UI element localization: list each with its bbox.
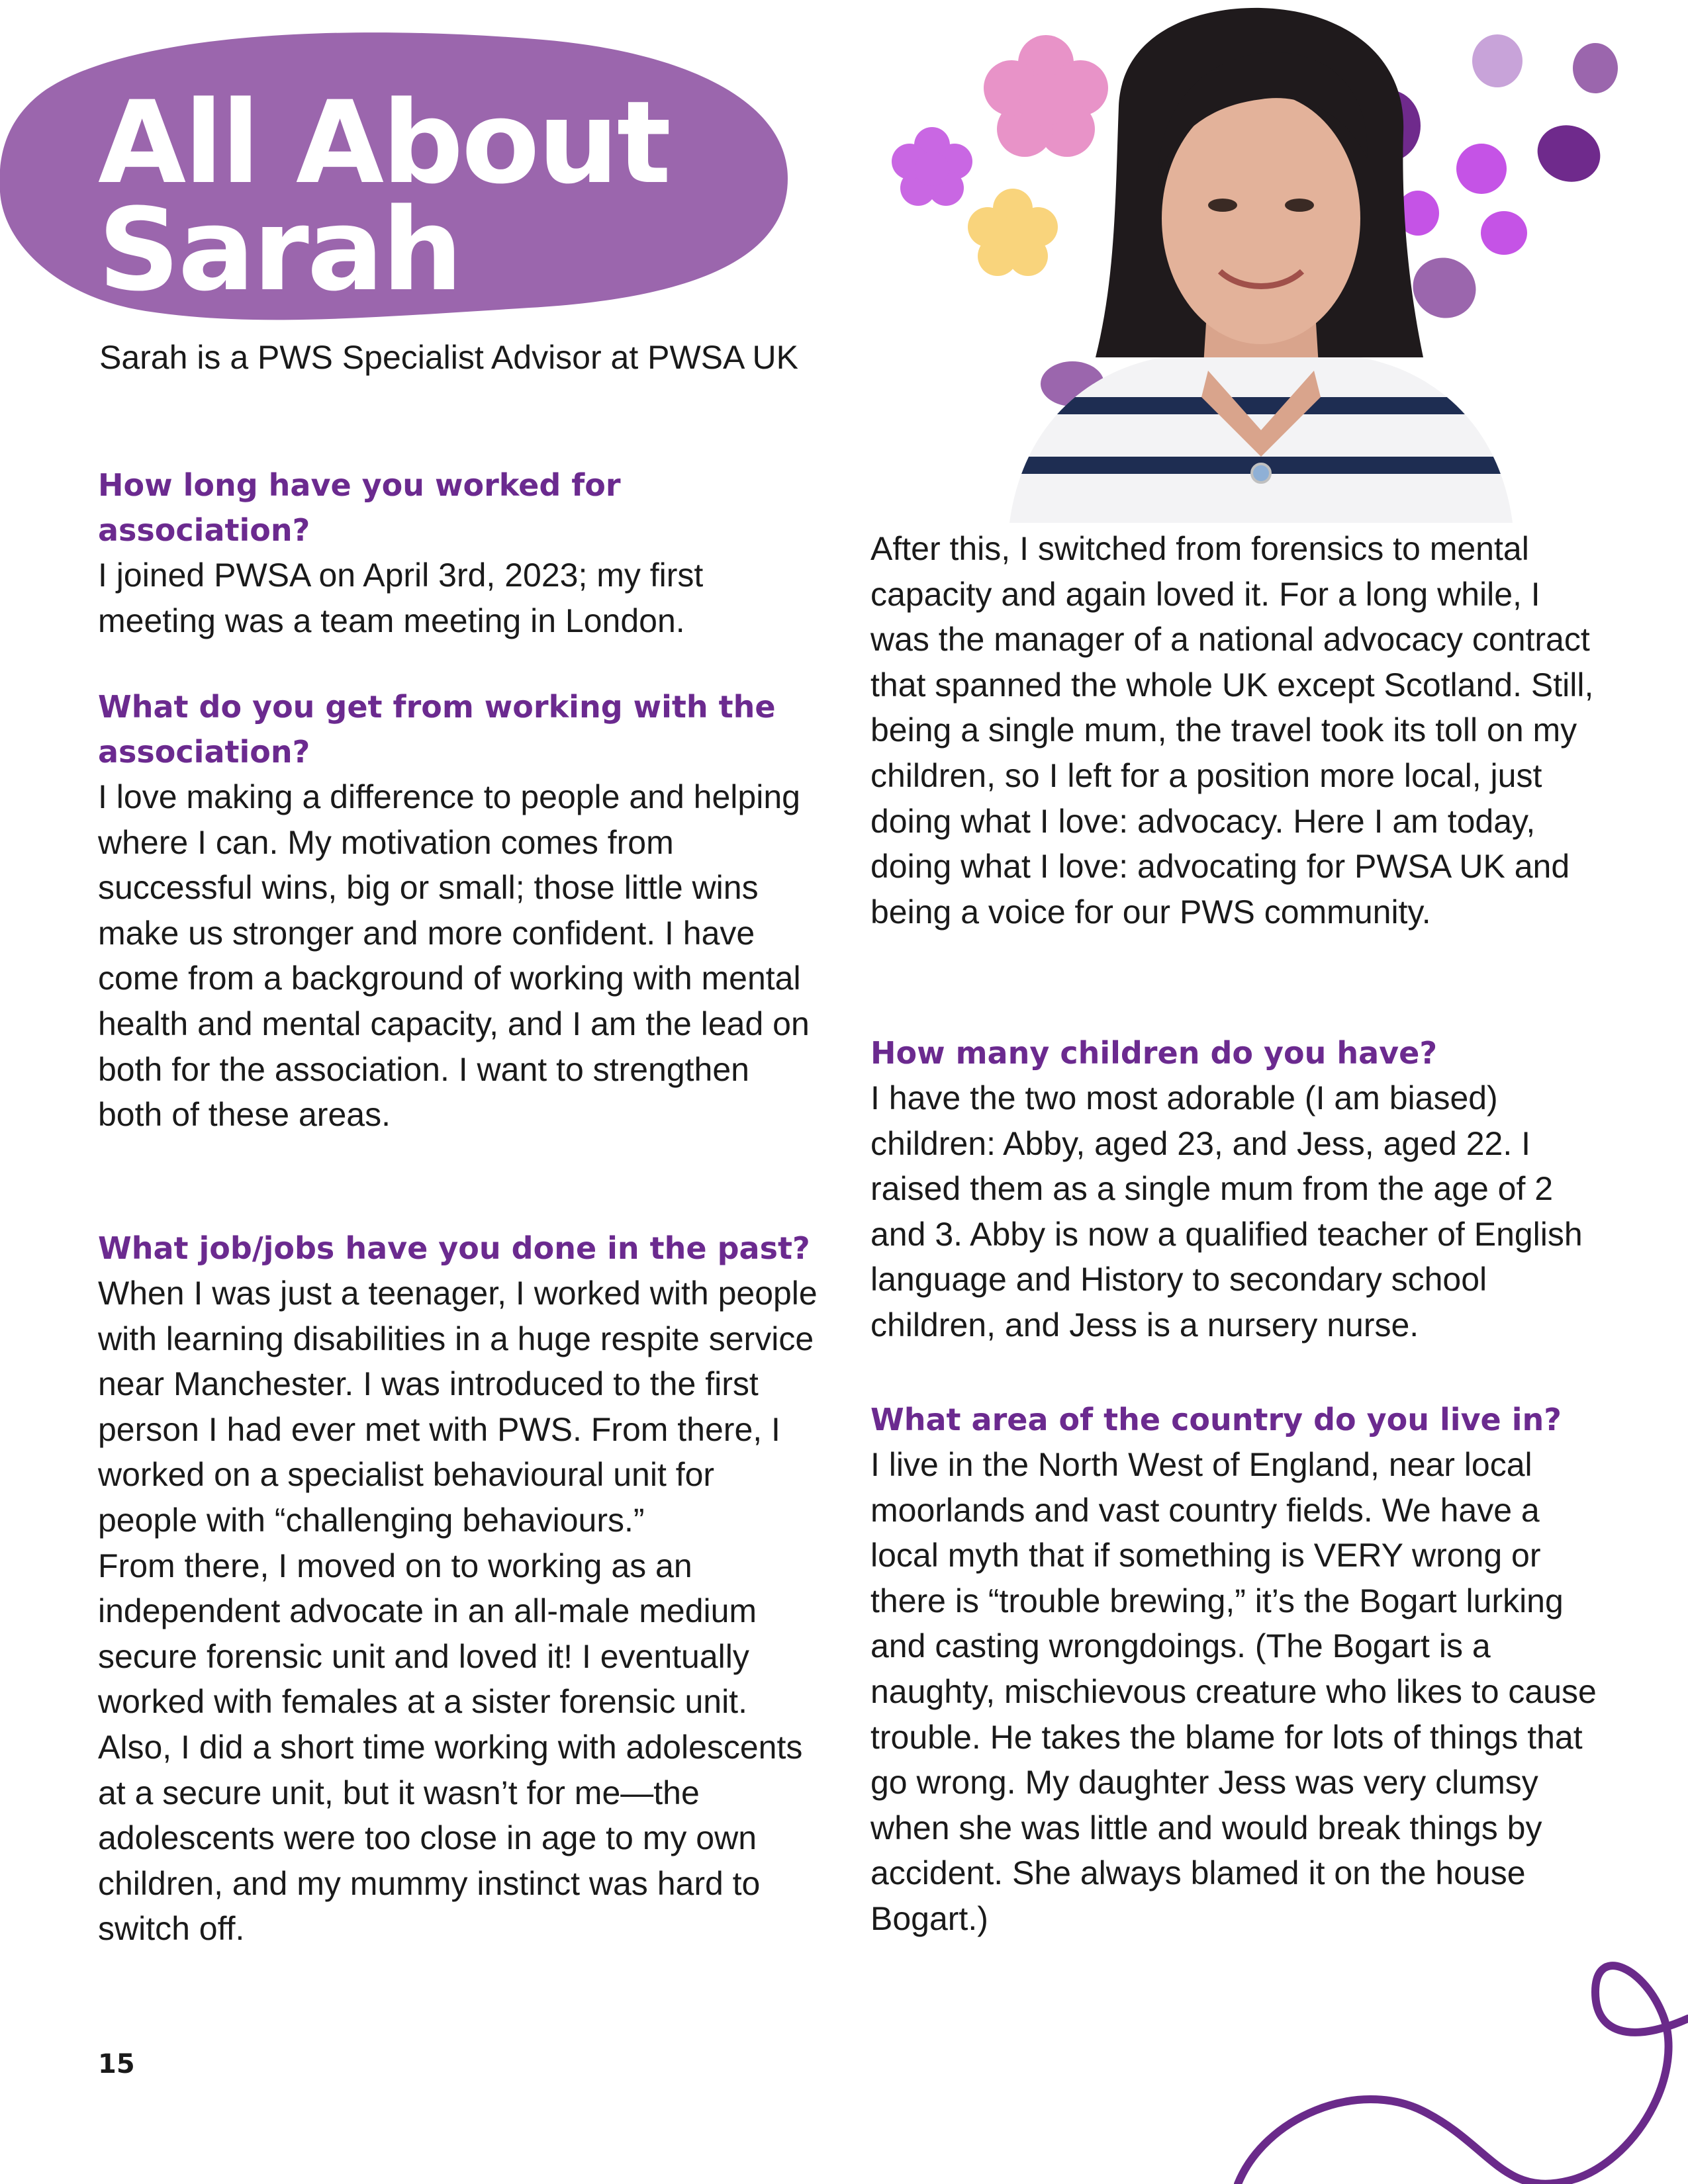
answer-text: I live in the North West of England, near local moorlands and vast country fields. We have a local myth that if something is VERY wrong or there is “trouble brewing,” it’s the Bogart lurking and casting wrongdoings. (The Bogart is a naughty, mischievous creature who likes to cause trouble. He takes the blame for lots of things that go wrong. My daughter Jess was very clumsy when she was little and would break things by accident. She always blamed it on the house Bogart.)	[870, 1446, 1597, 1937]
right-column	[870, 526, 1605, 934]
right-column	[870, 1030, 1605, 1348]
answer-text: When I was just a teenager, I worked with people with learning disabilities in a huge respite service near Manchester. I was introduced to the first person I had ever met with PWS. From there, I worked on a specialist behavioural unit for people with “challenging behaviours.”	[98, 1275, 818, 1539]
answer-text: I joined PWSA on April 3rd, 2023; my first meeting was a team meeting in London.	[98, 557, 704, 639]
question-heading: What area of the country do you live in?	[870, 1402, 1562, 1437]
title-line-1: All About	[98, 76, 669, 209]
title-line-2: Sarah	[98, 183, 461, 316]
question-heading: What job/jobs have you done in the past?	[98, 1230, 810, 1266]
dot-icon	[1530, 116, 1609, 191]
portrait-photo	[1009, 0, 1513, 523]
left-column	[98, 1226, 820, 1952]
left-column	[98, 684, 820, 1138]
intro-text: Sarah is a PWS Specialist Advisor at PWSA UK	[99, 339, 798, 376]
question-heading: What do you get from working with the association?	[98, 689, 776, 770]
answer-text: From there, I moved on to working as an independent advocate in an all-male medium secure forensic unit and loved it! I eventually worked with females at a sister forensic unit. Also, I did a short time working with adolescents at a secure unit, but it wasn’t for me—the adolescents were too close in age to my own children, and my mummy instinct was hard to switch off.	[98, 1547, 803, 1948]
squiggle-line	[1225, 1919, 1688, 2184]
answer-text: After this, I switched from forensics to mental capacity and again loved it. For a long while, I was the manager of a national advocacy contract that spanned the whole UK except Scotland. Still, being a single mum, the travel took its toll on my children, so I left for a position more local, just doing what I love: advocacy. Here I am today, doing what I love: advocating for PWSA UK and being a voice for our PWS community.	[870, 530, 1594, 931]
answer-text: I love making a difference to people and helping where I can. My motivation comes from successful wins, big or small; those little wins make us stronger and more confident. I have come from a background of working with mental health and mental capacity, and I am the lead on both for the association. I want to strengthen both of these areas.	[98, 778, 810, 1134]
question-heading: How long have you worked for association?	[98, 467, 621, 548]
flower-icon	[892, 127, 972, 206]
dot-icon	[1573, 43, 1618, 93]
page-number: 15	[98, 2049, 135, 2079]
question-heading: How many children do you have?	[870, 1035, 1438, 1071]
right-column	[870, 1397, 1605, 1942]
answer-text: I have the two most adorable (I am biased) children: Abby, aged 23, and Jess, aged 22. I raised them as a single mum from the age of 2 and 3. Abby is now a qualified teacher of English language and History to secondary school children, and Jess is a nursery nurse.	[870, 1079, 1583, 1343]
